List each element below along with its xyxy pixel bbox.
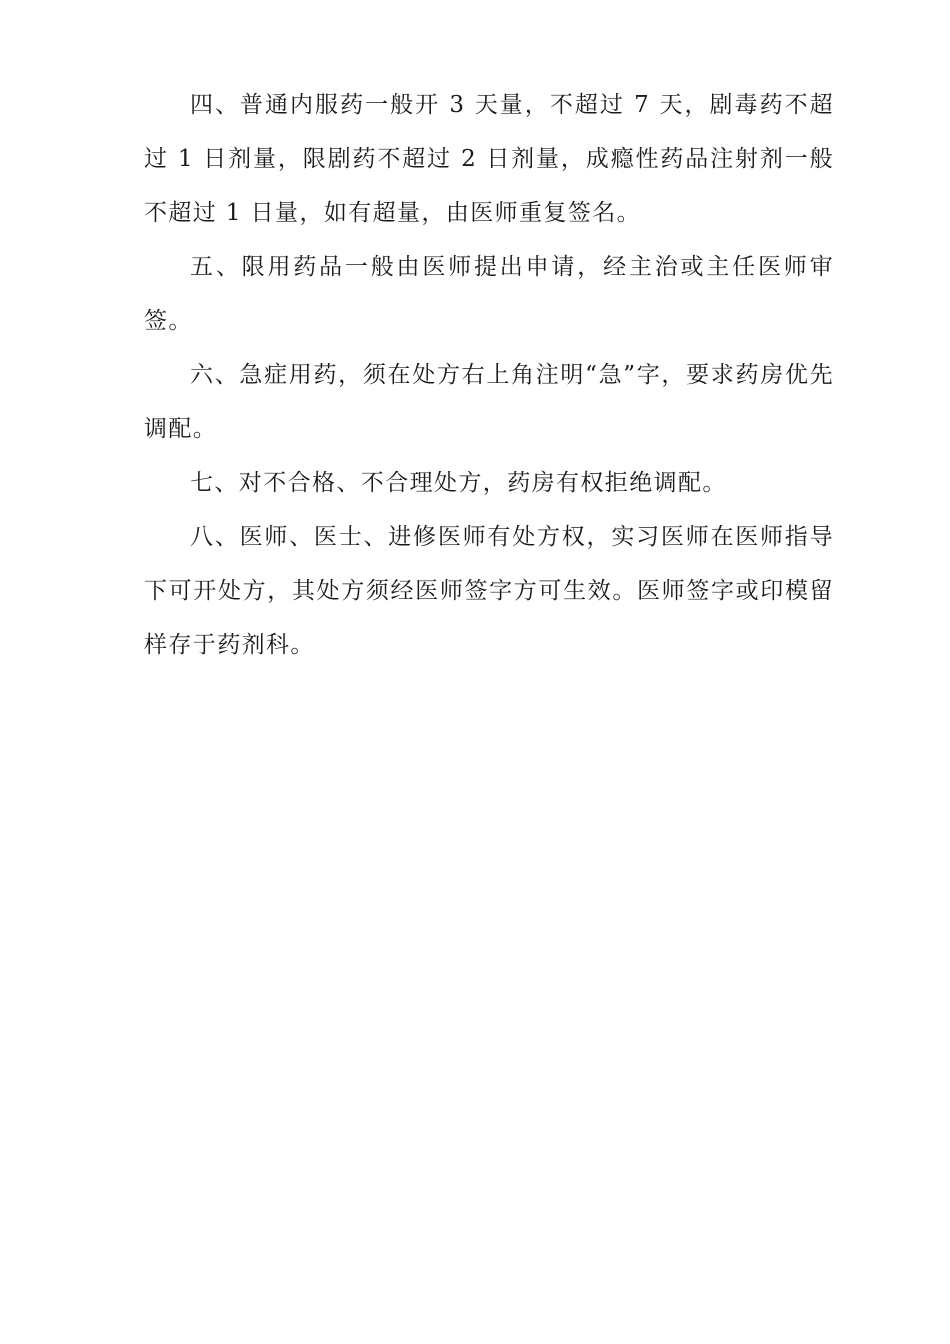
paragraph-item-8: 八、医师、医士、进修医师有处方权，实习医师在医师指导下可开处方，其处方须经医师签字方可生效。医师签字或印模留样存于药剂科。 <box>144 524 834 658</box>
paragraph-item-6: 六、急症用药，须在处方右上角注明“急”字，要求药房优先调配。 <box>144 362 834 442</box>
document-body <box>144 78 834 672</box>
paragraph-item-5: 五、限用药品一般由医师提出申请，经主治或主任医师审签。 <box>144 254 834 334</box>
paragraph-item-4: 四、普通内服药一般开 3 天量，不超过 7 天，剧毒药不超过 1 日剂量，限剧药不超过 2 日剂量，成瘾性药品注射剂一般不超过 1 日量，如有超量，由医师重复签名。 <box>144 92 834 226</box>
paragraph-item-7: 七、对不合格、不合理处方，药房有权拒绝调配。 <box>190 470 727 496</box>
